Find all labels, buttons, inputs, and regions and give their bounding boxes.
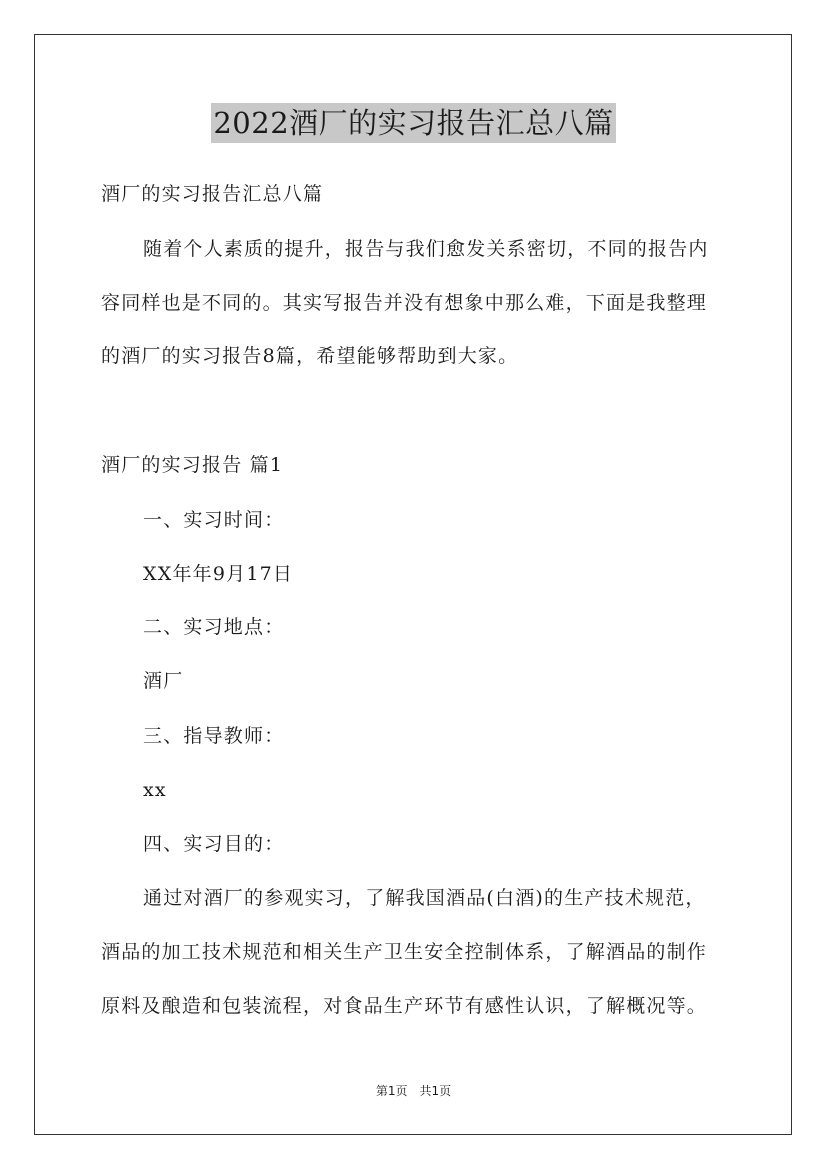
title-container: [0, 103, 827, 143]
page-footer: 第1页 共1页: [375, 1084, 452, 1098]
list-item: XX年年9月17日: [143, 563, 294, 585]
list-item: 三、指导教师：: [143, 725, 285, 747]
document-subtitle: 酒厂的实习报告汇总八篇: [101, 183, 324, 205]
list-item: 一、实习时间：: [143, 509, 285, 531]
intro-line: 随着个人素质的提升，报告与我们愈发关系密切，不同的报告内: [143, 238, 709, 260]
list-item: 二、实习地点：: [143, 616, 285, 638]
intro-line: 容同样也是不同的。其实写报告并没有想象中那么难，下面是我整理: [101, 292, 708, 314]
intro-line: 的酒厂的实习报告8篇，希望能够帮助到大家。: [101, 345, 519, 367]
purpose-line: 原料及酿造和包装流程，对食品生产环节有感性认识，了解概况等。: [101, 995, 708, 1017]
purpose-line: 酒品的加工技术规范和相关生产卫生安全控制体系，了解酒品的制作: [101, 941, 708, 963]
list-item: 酒厂: [143, 670, 184, 692]
list-item: 四、实习目的：: [143, 833, 285, 855]
purpose-line: 通过对酒厂的参观实习，了解我国酒品(白酒)的生产技术规范，: [143, 887, 706, 909]
section-heading: 酒厂的实习报告 篇1: [101, 454, 284, 476]
document-title: 2022酒厂的实习报告汇总八篇: [211, 103, 615, 143]
list-item: xx: [143, 779, 167, 801]
